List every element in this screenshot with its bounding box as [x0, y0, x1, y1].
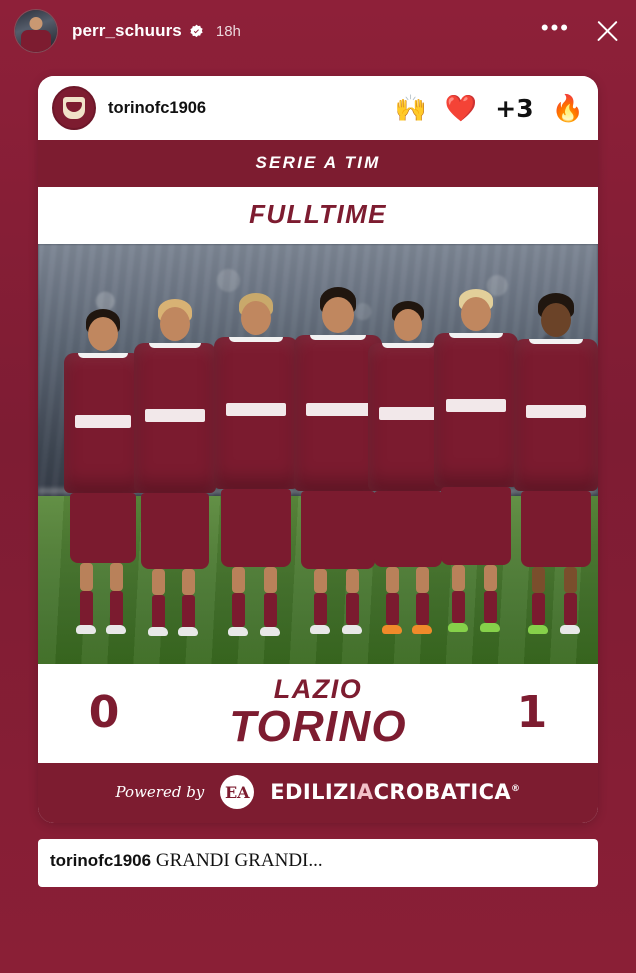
player-sock-left	[452, 591, 465, 623]
player-sock-right	[484, 591, 497, 623]
player-boot-right	[260, 627, 280, 636]
player-sponsor-patch	[145, 409, 204, 422]
player-boot-left	[76, 625, 96, 634]
story-timestamp: 18h	[215, 22, 241, 40]
story-header	[0, 0, 636, 62]
avatar[interactable]	[14, 9, 58, 53]
player-shorts	[521, 491, 592, 567]
player-boot-left	[310, 625, 330, 634]
player-sock-right	[346, 593, 359, 625]
player-leg-left	[152, 569, 165, 595]
players-group	[38, 244, 598, 664]
red-heart-emoji: ❤️	[444, 93, 478, 123]
player-sock-left	[152, 595, 165, 629]
player-leg-left	[532, 567, 545, 593]
player-torso	[134, 343, 216, 493]
powered-by-label: Powered by	[115, 783, 205, 801]
player-boot-right	[178, 627, 198, 636]
reaction-emoji-group	[395, 95, 584, 121]
player-boot-left	[228, 627, 248, 636]
player-figure	[434, 289, 518, 639]
player-sock-left	[314, 593, 327, 625]
player-leg-left	[80, 563, 93, 591]
close-icon[interactable]	[592, 16, 622, 46]
player-figure	[214, 293, 298, 639]
player-leg-left	[232, 567, 245, 593]
more-options-icon[interactable]: •••	[540, 15, 570, 40]
player-sponsor-patch	[446, 399, 507, 412]
player-head	[322, 297, 354, 333]
sponsor-logo-icon: EA	[220, 775, 254, 809]
player-leg-right	[110, 563, 123, 591]
caption-account-name[interactable]: torinofc1906	[50, 851, 152, 870]
fire-emoji: 🔥	[551, 93, 584, 123]
repost-attribution-row[interactable]	[38, 76, 598, 140]
match-status-banner: FULLTIME	[38, 187, 598, 244]
player-boot-left	[382, 625, 402, 634]
player-boot-right	[412, 625, 432, 634]
away-team-name: LAZIO	[273, 674, 363, 704]
player-boot-right	[480, 623, 500, 632]
additional-reactions-count: +3	[495, 93, 534, 123]
shared-post-card[interactable]	[38, 76, 598, 823]
player-sponsor-patch	[526, 405, 587, 418]
competition-banner: SERIE A TIM	[38, 140, 598, 187]
player-shorts	[141, 493, 210, 569]
home-score: 1	[516, 687, 548, 738]
player-figure	[134, 299, 216, 639]
player-boot-right	[106, 625, 126, 634]
story-author-username[interactable]: perr_schuurs	[72, 21, 182, 40]
player-sock-left	[80, 591, 93, 627]
player-leg-right	[346, 569, 359, 593]
player-sponsor-patch	[226, 403, 287, 416]
verified-badge-icon	[189, 24, 204, 39]
player-collar	[78, 353, 128, 358]
raising-hands-emoji: 🙌	[394, 93, 427, 123]
player-shorts	[70, 493, 136, 563]
player-leg-right	[264, 567, 277, 593]
player-head	[241, 301, 271, 335]
player-boot-right	[560, 625, 580, 634]
player-figure	[64, 309, 142, 639]
player-sock-left	[386, 593, 399, 625]
post-caption[interactable]	[38, 839, 598, 887]
player-head	[461, 297, 491, 331]
player-shorts	[374, 491, 441, 567]
player-leg-right	[484, 565, 497, 591]
bull-glyph	[63, 97, 85, 119]
player-leg-left	[386, 567, 399, 593]
player-collar	[310, 335, 366, 340]
player-torso	[64, 353, 142, 493]
home-team-name: TORINO	[229, 702, 407, 751]
player-shorts	[221, 489, 292, 567]
caption-text: GRANDI GRANDI...	[155, 850, 323, 871]
player-sponsor-patch	[379, 407, 437, 420]
player-head	[541, 303, 571, 337]
sponsor-trademark: ®	[511, 784, 521, 794]
player-leg-left	[452, 565, 465, 591]
away-score: 0	[88, 687, 120, 738]
player-boot-left	[148, 627, 168, 636]
player-sock-right	[264, 593, 277, 627]
player-boot-left	[528, 625, 548, 634]
player-shorts	[301, 491, 375, 569]
player-sock-left	[232, 593, 245, 627]
player-sock-left	[532, 593, 545, 625]
avatar-head-shape	[30, 17, 43, 30]
player-collar	[449, 333, 503, 338]
avatar-shirt-shape	[21, 30, 51, 52]
player-leg-right	[182, 569, 195, 595]
player-sponsor-patch	[75, 415, 131, 428]
sponsor-name-accent: A	[356, 780, 374, 804]
player-sponsor-patch	[306, 403, 369, 416]
player-head	[394, 309, 422, 341]
player-head	[160, 307, 190, 341]
player-collar	[149, 343, 202, 348]
player-leg-right	[564, 567, 577, 593]
sponsor-row	[38, 763, 598, 823]
player-sock-right	[110, 591, 123, 627]
player-sock-right	[182, 595, 195, 629]
player-sock-right	[416, 593, 429, 625]
player-torso	[514, 339, 598, 491]
team-names	[229, 676, 407, 749]
player-head	[88, 317, 118, 351]
player-figure	[514, 293, 598, 639]
player-collar	[229, 337, 283, 342]
player-leg-left	[314, 569, 327, 593]
player-shorts	[441, 487, 512, 565]
repost-account-name[interactable]: torinofc1906	[108, 98, 207, 117]
torino-club-badge-icon	[52, 86, 96, 130]
sponsor-name	[270, 780, 520, 804]
player-boot-right	[342, 625, 362, 634]
player-torso	[434, 333, 518, 487]
match-photo	[38, 244, 598, 664]
player-collar	[529, 339, 583, 344]
scoreboard	[38, 664, 598, 763]
player-boot-left	[448, 623, 468, 632]
sponsor-name-part1: EDILIZI	[270, 780, 357, 804]
player-sock-right	[564, 593, 577, 625]
player-collar	[382, 343, 433, 348]
sponsor-name-part2: CROBATICA	[373, 780, 512, 804]
player-torso	[214, 337, 298, 489]
player-leg-right	[416, 567, 429, 593]
